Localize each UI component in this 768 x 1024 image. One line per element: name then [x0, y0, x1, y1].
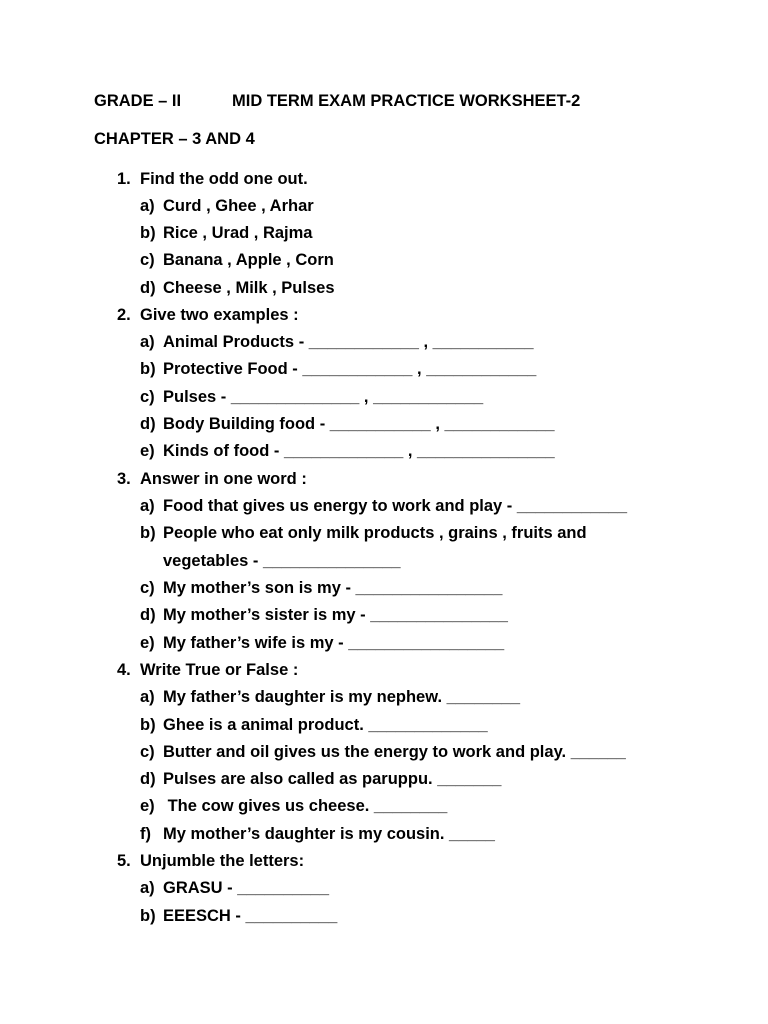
- option-text: The cow gives us cheese. ________: [163, 797, 448, 815]
- option-text: Pulses are also called as paruppu. _______: [163, 770, 502, 788]
- question-text: Unjumble the letters:: [140, 852, 305, 870]
- option-text: Butter and oil gives us the energy to work and play. ______: [163, 743, 626, 761]
- question-text: Find the odd one out.: [140, 170, 308, 188]
- question-number: 2.: [117, 306, 131, 324]
- option-text: My mother’s daughter is my cousin. _____: [163, 825, 495, 843]
- question-text: Give two examples :: [140, 306, 299, 324]
- option-text: My mother’s son is my - ________________: [163, 579, 503, 597]
- option-text: My father’s daughter is my nephew. ________: [163, 688, 521, 706]
- option-label: b): [140, 907, 156, 925]
- option-label: b): [140, 524, 156, 542]
- option-label: a): [140, 333, 155, 351]
- option-text: Kinds of food - _____________ , _______________: [163, 442, 555, 460]
- option-text: Curd , Ghee , Arhar: [163, 197, 314, 215]
- option-label: c): [140, 388, 155, 406]
- option-label: d): [140, 279, 156, 297]
- option-label: c): [140, 579, 155, 597]
- option-text: Animal Products - ____________ , ___________: [163, 333, 534, 351]
- option-label: e): [140, 797, 155, 815]
- option-text: Ghee is a animal product. _____________: [163, 716, 488, 734]
- option-text: Pulses - ______________ , ____________: [163, 388, 484, 406]
- option-text: My father’s wife is my - _________________: [163, 634, 505, 652]
- option-label: a): [140, 688, 155, 706]
- option-text: Banana , Apple , Corn: [163, 251, 334, 269]
- option-label: b): [140, 224, 156, 242]
- option-text-continued: vegetables - _______________: [163, 552, 401, 570]
- option-label: a): [140, 879, 155, 897]
- question-number: 4.: [117, 661, 131, 679]
- option-label: d): [140, 606, 156, 624]
- option-label: f): [140, 825, 151, 843]
- chapter-heading: CHAPTER – 3 AND 4: [94, 130, 255, 148]
- question-number: 5.: [117, 852, 131, 870]
- option-text: Protective Food - ____________ , ____________: [163, 360, 537, 378]
- option-label: e): [140, 442, 155, 460]
- worksheet-title: MID TERM EXAM PRACTICE WORKSHEET-2: [232, 92, 581, 110]
- question-number: 3.: [117, 470, 131, 488]
- question-text: Answer in one word :: [140, 470, 307, 488]
- option-text: GRASU - __________: [163, 879, 330, 897]
- option-label: d): [140, 770, 156, 788]
- option-label: d): [140, 415, 156, 433]
- option-label: a): [140, 497, 155, 515]
- option-text: EEESCH - __________: [163, 907, 338, 925]
- option-label: b): [140, 360, 156, 378]
- option-text: Food that gives us energy to work and play - ____________: [163, 497, 628, 515]
- option-text: My mother’s sister is my - _______________: [163, 606, 508, 624]
- option-label: a): [140, 197, 155, 215]
- option-label: c): [140, 743, 155, 761]
- option-label: c): [140, 251, 155, 269]
- option-text: Rice , Urad , Rajma: [163, 224, 313, 242]
- option-text: Cheese , Milk , Pulses: [163, 279, 335, 297]
- grade-heading: GRADE – II: [94, 92, 182, 110]
- option-text: Body Building food - ___________ , ____________: [163, 415, 555, 433]
- option-label: e): [140, 634, 155, 652]
- option-text: People who eat only milk products , grains , fruits and: [163, 524, 587, 542]
- question-number: 1.: [117, 170, 131, 188]
- question-text: Write True or False :: [140, 661, 299, 679]
- option-label: b): [140, 716, 156, 734]
